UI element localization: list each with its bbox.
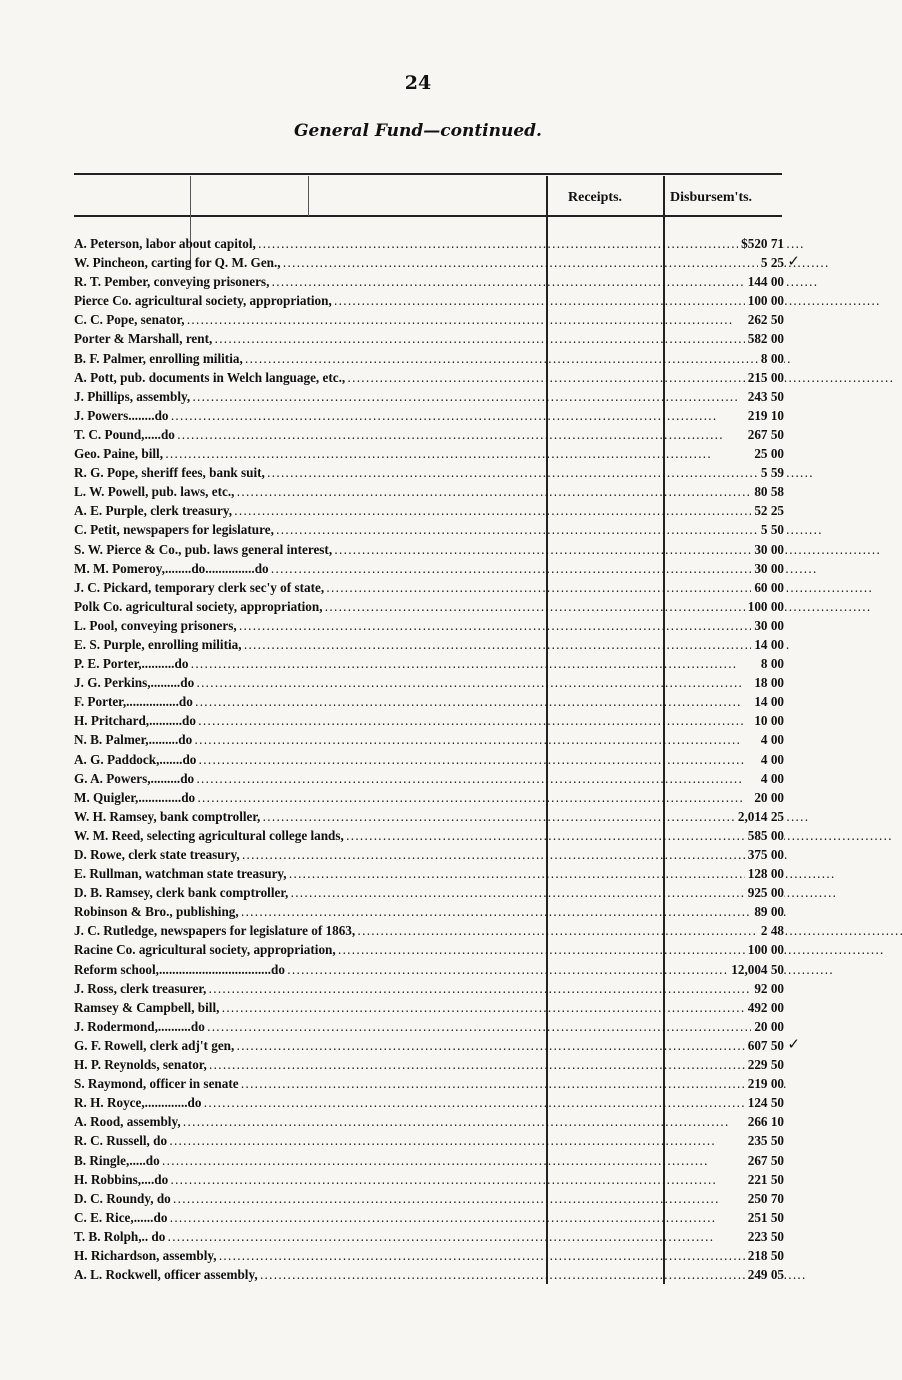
- disbursement-amount: 100 00: [745, 291, 784, 310]
- ledger-row: [74, 807, 786, 826]
- ledger-row: [74, 1131, 786, 1150]
- ledger-entry-description: G. F. Rowell, clerk adj't gen, . . .: [74, 1036, 664, 1055]
- ledger-entry-description: L. Pool, conveying prisoners, . . .: [74, 616, 664, 635]
- ledger-row: [74, 960, 786, 979]
- ledger-row: [74, 769, 786, 788]
- ledger-entry-description: A. Pott, pub. documents in Welch language, etc., . . .: [74, 368, 664, 387]
- ledger-entry-description: C. E. Rice,......do . . .: [74, 1208, 664, 1227]
- ledger-row: [74, 482, 786, 501]
- ledger-entry-description: R. G. Pope, sheriff fees, bank suit, . . .: [74, 463, 664, 482]
- disbursement-amount: 585 00: [745, 826, 784, 845]
- disbursement-amount: 20 00: [751, 788, 784, 807]
- ledger-entry-description: H. Pritchard,..........do . . .: [74, 711, 664, 730]
- ledger-row: [74, 750, 786, 769]
- ledger-entry-description: Geo. Paine, bill, . . .: [74, 444, 664, 463]
- ledger-entry-description: H. Robbins,....do . . .: [74, 1170, 664, 1189]
- disbursement-amount: 607 50: [745, 1036, 784, 1055]
- ledger-entry-description: H. P. Reynolds, senator, . . .: [74, 1055, 664, 1074]
- disbursement-amount: 925 00: [745, 883, 784, 902]
- ledger-row: [74, 883, 786, 902]
- ledger-row: [74, 1227, 786, 1246]
- ledger-row: [74, 253, 800, 272]
- ledger-row: [74, 406, 786, 425]
- ledger-row: [74, 501, 786, 520]
- ledger-entry-description: J. C. Pickard, temporary clerk sec'y of state, . . .: [74, 578, 664, 597]
- disbursement-amount: 4 00: [758, 769, 784, 788]
- ledger-row: [74, 711, 786, 730]
- stub-rule-2: [308, 176, 309, 216]
- ledger-row: [74, 368, 786, 387]
- disbursement-amount: 10 00: [751, 711, 784, 730]
- disbursement-amount: 235 50: [745, 1131, 784, 1150]
- ledger-entry-description: W. M. Reed, selecting agricultural college lands, . . .: [74, 826, 664, 845]
- ledger-row: [74, 559, 786, 578]
- disbursement-amount: 124 50: [745, 1093, 784, 1112]
- ledger-row: [74, 578, 786, 597]
- ledger-row: [74, 692, 786, 711]
- ledger-entry-description: E. Rullman, watchman state treasury, . . .: [74, 864, 664, 883]
- disbursement-amount: 223 50: [745, 1227, 784, 1246]
- ledger-entry-description: S. W. Pierce & Co., pub. laws general interest, . . .: [74, 540, 664, 559]
- ledger-row: [74, 1265, 786, 1284]
- disbursement-amount: 2,014 25: [735, 807, 784, 826]
- ledger-entry-description: D. B. Ramsey, clerk bank comptroller, . . .: [74, 883, 664, 902]
- ledger-row: [74, 520, 786, 539]
- ledger-row: [74, 540, 786, 559]
- ledger-entry-description: G. A. Powers,.........do . . .: [74, 769, 664, 788]
- check-mark: ✓: [787, 254, 800, 271]
- disbursement-amount: 18 00: [751, 673, 784, 692]
- ledger-row: [74, 673, 786, 692]
- ledger-entry-description: H. Richardson, assembly, . . .: [74, 1246, 664, 1265]
- ledger-row: [74, 597, 786, 616]
- disbursement-amount: 8 00: [758, 654, 784, 673]
- ledger-row: [74, 310, 786, 329]
- ledger-row: [74, 979, 786, 998]
- ledger-row: [74, 1017, 786, 1036]
- ledger-entry-description: A. L. Rockwell, officer assembly, . . .: [74, 1265, 664, 1284]
- disbursement-amount: 52 25: [751, 501, 784, 520]
- ledger-entry-description: C. Petit, newspapers for legislature, . . .: [74, 520, 664, 539]
- ledger-entry-description: A. Peterson, labor about capitol, . . .: [74, 234, 664, 253]
- ledger-row: [74, 1074, 786, 1093]
- ledger-rows: [74, 234, 800, 1284]
- disbursement-amount: 266 10: [745, 1112, 784, 1131]
- disbursement-amount: 267 50: [745, 1151, 784, 1170]
- disbursement-amount: 4 00: [758, 730, 784, 749]
- ledger-row: [74, 1093, 786, 1112]
- ledger-row: [74, 654, 786, 673]
- ledger-entry-description: P. E. Porter,..........do . . .: [74, 654, 664, 673]
- ledger-entry-description: J. Rodermond,..........do . . .: [74, 1017, 664, 1036]
- disbursement-amount: 60 00: [751, 578, 784, 597]
- disbursement-amount: 219 10: [745, 406, 784, 425]
- disbursements-column-header: Disbursem'ts.: [670, 190, 753, 205]
- ledger-entry-description: A. G. Paddock,.......do . . .: [74, 750, 664, 769]
- ledger-row: [74, 826, 786, 845]
- running-title: General Fund—continued.: [294, 121, 542, 141]
- check-mark: ✓: [787, 1036, 800, 1053]
- disbursement-amount: 89 00: [751, 902, 784, 921]
- ledger-row: [74, 387, 786, 406]
- ledger-entry-description: J. G. Perkins,.........do . . .: [74, 673, 664, 692]
- ledger-entry-description: F. Porter,................do . . .: [74, 692, 664, 711]
- ledger-entry-description: M. M. Pomeroy,........do...............do . . .: [74, 559, 664, 578]
- disbursement-amount: 243 50: [745, 387, 784, 406]
- disbursement-amount: 215 00: [745, 368, 784, 387]
- disbursement-amount: 262 50: [745, 310, 784, 329]
- ledger-entry-description: Porter & Marshall, rent, . . .: [74, 329, 664, 348]
- ledger-row: [74, 329, 786, 348]
- ledger-entry-description: C. C. Pope, senator, . . .: [74, 310, 664, 329]
- ledger-row: [74, 463, 786, 482]
- disbursement-amount: 25 00: [751, 444, 784, 463]
- disbursement-amount: 14 00: [751, 692, 784, 711]
- receipts-column-header: Receipts.: [568, 190, 623, 205]
- ledger-row: [74, 616, 786, 635]
- ledger-entry-description: Pierce Co. agricultural society, appropriation, . . .: [74, 291, 664, 310]
- ledger-entry-description: A. Rood, assembly, . . .: [74, 1112, 664, 1131]
- disbursement-amount: 30 00: [751, 616, 784, 635]
- ledger-row: [74, 1112, 786, 1131]
- ledger-entry-description: W. H. Ramsey, bank comptroller, . . .: [74, 807, 664, 826]
- ledger-entry-description: J. Ross, clerk treasurer, . . .: [74, 979, 664, 998]
- disbursement-amount: 20 00: [751, 1017, 784, 1036]
- ledger-entry-description: J. Powers........do . . .: [74, 406, 664, 425]
- ledger-entry-description: J. C. Rutledge, newspapers for legislature of 1863, . . .: [74, 921, 664, 940]
- ledger-entry-description: Polk Co. agricultural society, appropriation, . . .: [74, 597, 664, 616]
- ledger-entry-description: Reform school,..................................do . . .: [74, 960, 664, 979]
- disbursement-amount: 100 00: [745, 940, 784, 959]
- ledger-entry-description: M. Quigler,.............do . . .: [74, 788, 664, 807]
- ledger-row: [74, 1170, 786, 1189]
- disbursement-amount: 5 50: [758, 520, 784, 539]
- ledger-entry-description: R. T. Pember, conveying prisoners, . . .: [74, 272, 664, 291]
- ledger-entry-description: N. B. Palmer,.........do . . .: [74, 730, 664, 749]
- ledger-row: [74, 864, 786, 883]
- disbursement-amount: 5 59: [758, 463, 784, 482]
- ledger-entry-description: Racine Co. agricultural society, appropriation, . . .: [74, 940, 664, 959]
- disbursement-amount: 92 00: [751, 979, 784, 998]
- disbursement-amount: 144 00: [745, 272, 784, 291]
- ledger-row: [74, 1151, 786, 1170]
- disbursement-amount: 218 50: [745, 1246, 784, 1265]
- ledger-row: [74, 425, 786, 444]
- ledger-entry-description: T. B. Rolph,.. do . . .: [74, 1227, 664, 1246]
- ledger-entry-description: J. Phillips, assembly, . . .: [74, 387, 664, 406]
- disbursement-amount: 251 50: [745, 1208, 784, 1227]
- ledger-row: [74, 635, 786, 654]
- disbursement-amount: 8 00: [758, 349, 784, 368]
- ledger-row: [74, 1036, 800, 1055]
- ledger-row: [74, 234, 786, 253]
- disbursement-amount: 12,004 50: [728, 960, 784, 979]
- ledger-entry-description: S. Raymond, officer in senate . . .: [74, 1074, 664, 1093]
- ledger-entry-description: R. C. Russell, do . . .: [74, 1131, 664, 1150]
- ledger-entry-description: W. Pincheon, carting for Q. M. Gen., . . .: [74, 253, 664, 272]
- ledger-entry-description: B. F. Palmer, enrolling militia, . . .: [74, 349, 664, 368]
- disbursement-amount: 492 00: [745, 998, 784, 1017]
- ledger-row: [74, 272, 786, 291]
- ledger-row: [74, 349, 786, 368]
- ledger-entry-description: Ramsey & Campbell, bill, . . .: [74, 998, 664, 1017]
- ledger-row: [74, 845, 786, 864]
- disbursement-amount: 219 00: [745, 1074, 784, 1093]
- disbursement-amount: 221 50: [745, 1170, 784, 1189]
- ledger-row: [74, 1055, 786, 1074]
- disbursement-amount: $520 71: [738, 234, 784, 253]
- ledger-row: [74, 902, 786, 921]
- disbursement-amount: 582 00: [745, 329, 784, 348]
- disbursement-amount: 229 50: [745, 1055, 784, 1074]
- ledger-entry-description: L. W. Powell, pub. laws, etc., . . .: [74, 482, 664, 501]
- disbursement-amount: 30 00: [751, 559, 784, 578]
- disbursement-amount: 80 58: [751, 482, 784, 501]
- disbursement-amount: 4 00: [758, 750, 784, 769]
- ledger-entry-description: D. Rowe, clerk state treasury, . . .: [74, 845, 664, 864]
- disbursement-amount: 14 00: [751, 635, 784, 654]
- ledger-entry-description: R. H. Royce,.............do . . .: [74, 1093, 664, 1112]
- disbursement-amount: 5 25: [758, 253, 784, 272]
- disbursement-amount: 375 00: [745, 845, 784, 864]
- page-number: 24: [404, 72, 432, 94]
- ledger-row: [74, 998, 786, 1017]
- ledger-row: [74, 940, 786, 959]
- ledger-row: [74, 444, 786, 463]
- ledger-row: [74, 1246, 786, 1265]
- ledger-entry-description: E. S. Purple, enrolling militia, . . .: [74, 635, 664, 654]
- disbursement-amount: 267 50: [745, 425, 784, 444]
- ledger-entry-description: B. Ringle,.....do . . .: [74, 1151, 664, 1170]
- ledger-entry-description: T. C. Pound,.....do . . .: [74, 425, 664, 444]
- disbursement-amount: 250 70: [745, 1189, 784, 1208]
- disbursement-amount: 2 48: [758, 921, 784, 940]
- disbursement-amount: 128 00: [745, 864, 784, 883]
- ledger-entry-description: Robinson & Bro., publishing, . . .: [74, 902, 664, 921]
- ledger-row: [74, 1189, 786, 1208]
- ledger-row: [74, 788, 786, 807]
- table-top-rule: [74, 173, 782, 175]
- ledger-row: [74, 921, 786, 940]
- ledger-entry-description: A. E. Purple, clerk treasury, . . .: [74, 501, 664, 520]
- ledger-row: [74, 1208, 786, 1227]
- disbursement-amount: 249 05: [745, 1265, 784, 1284]
- ledger-row: [74, 291, 786, 310]
- ledger-entry-description: D. C. Roundy, do . . .: [74, 1189, 664, 1208]
- disbursement-amount: 30 00: [751, 540, 784, 559]
- ledger-row: [74, 730, 786, 749]
- table-header-rule: [74, 215, 782, 217]
- disbursement-amount: 100 00: [745, 597, 784, 616]
